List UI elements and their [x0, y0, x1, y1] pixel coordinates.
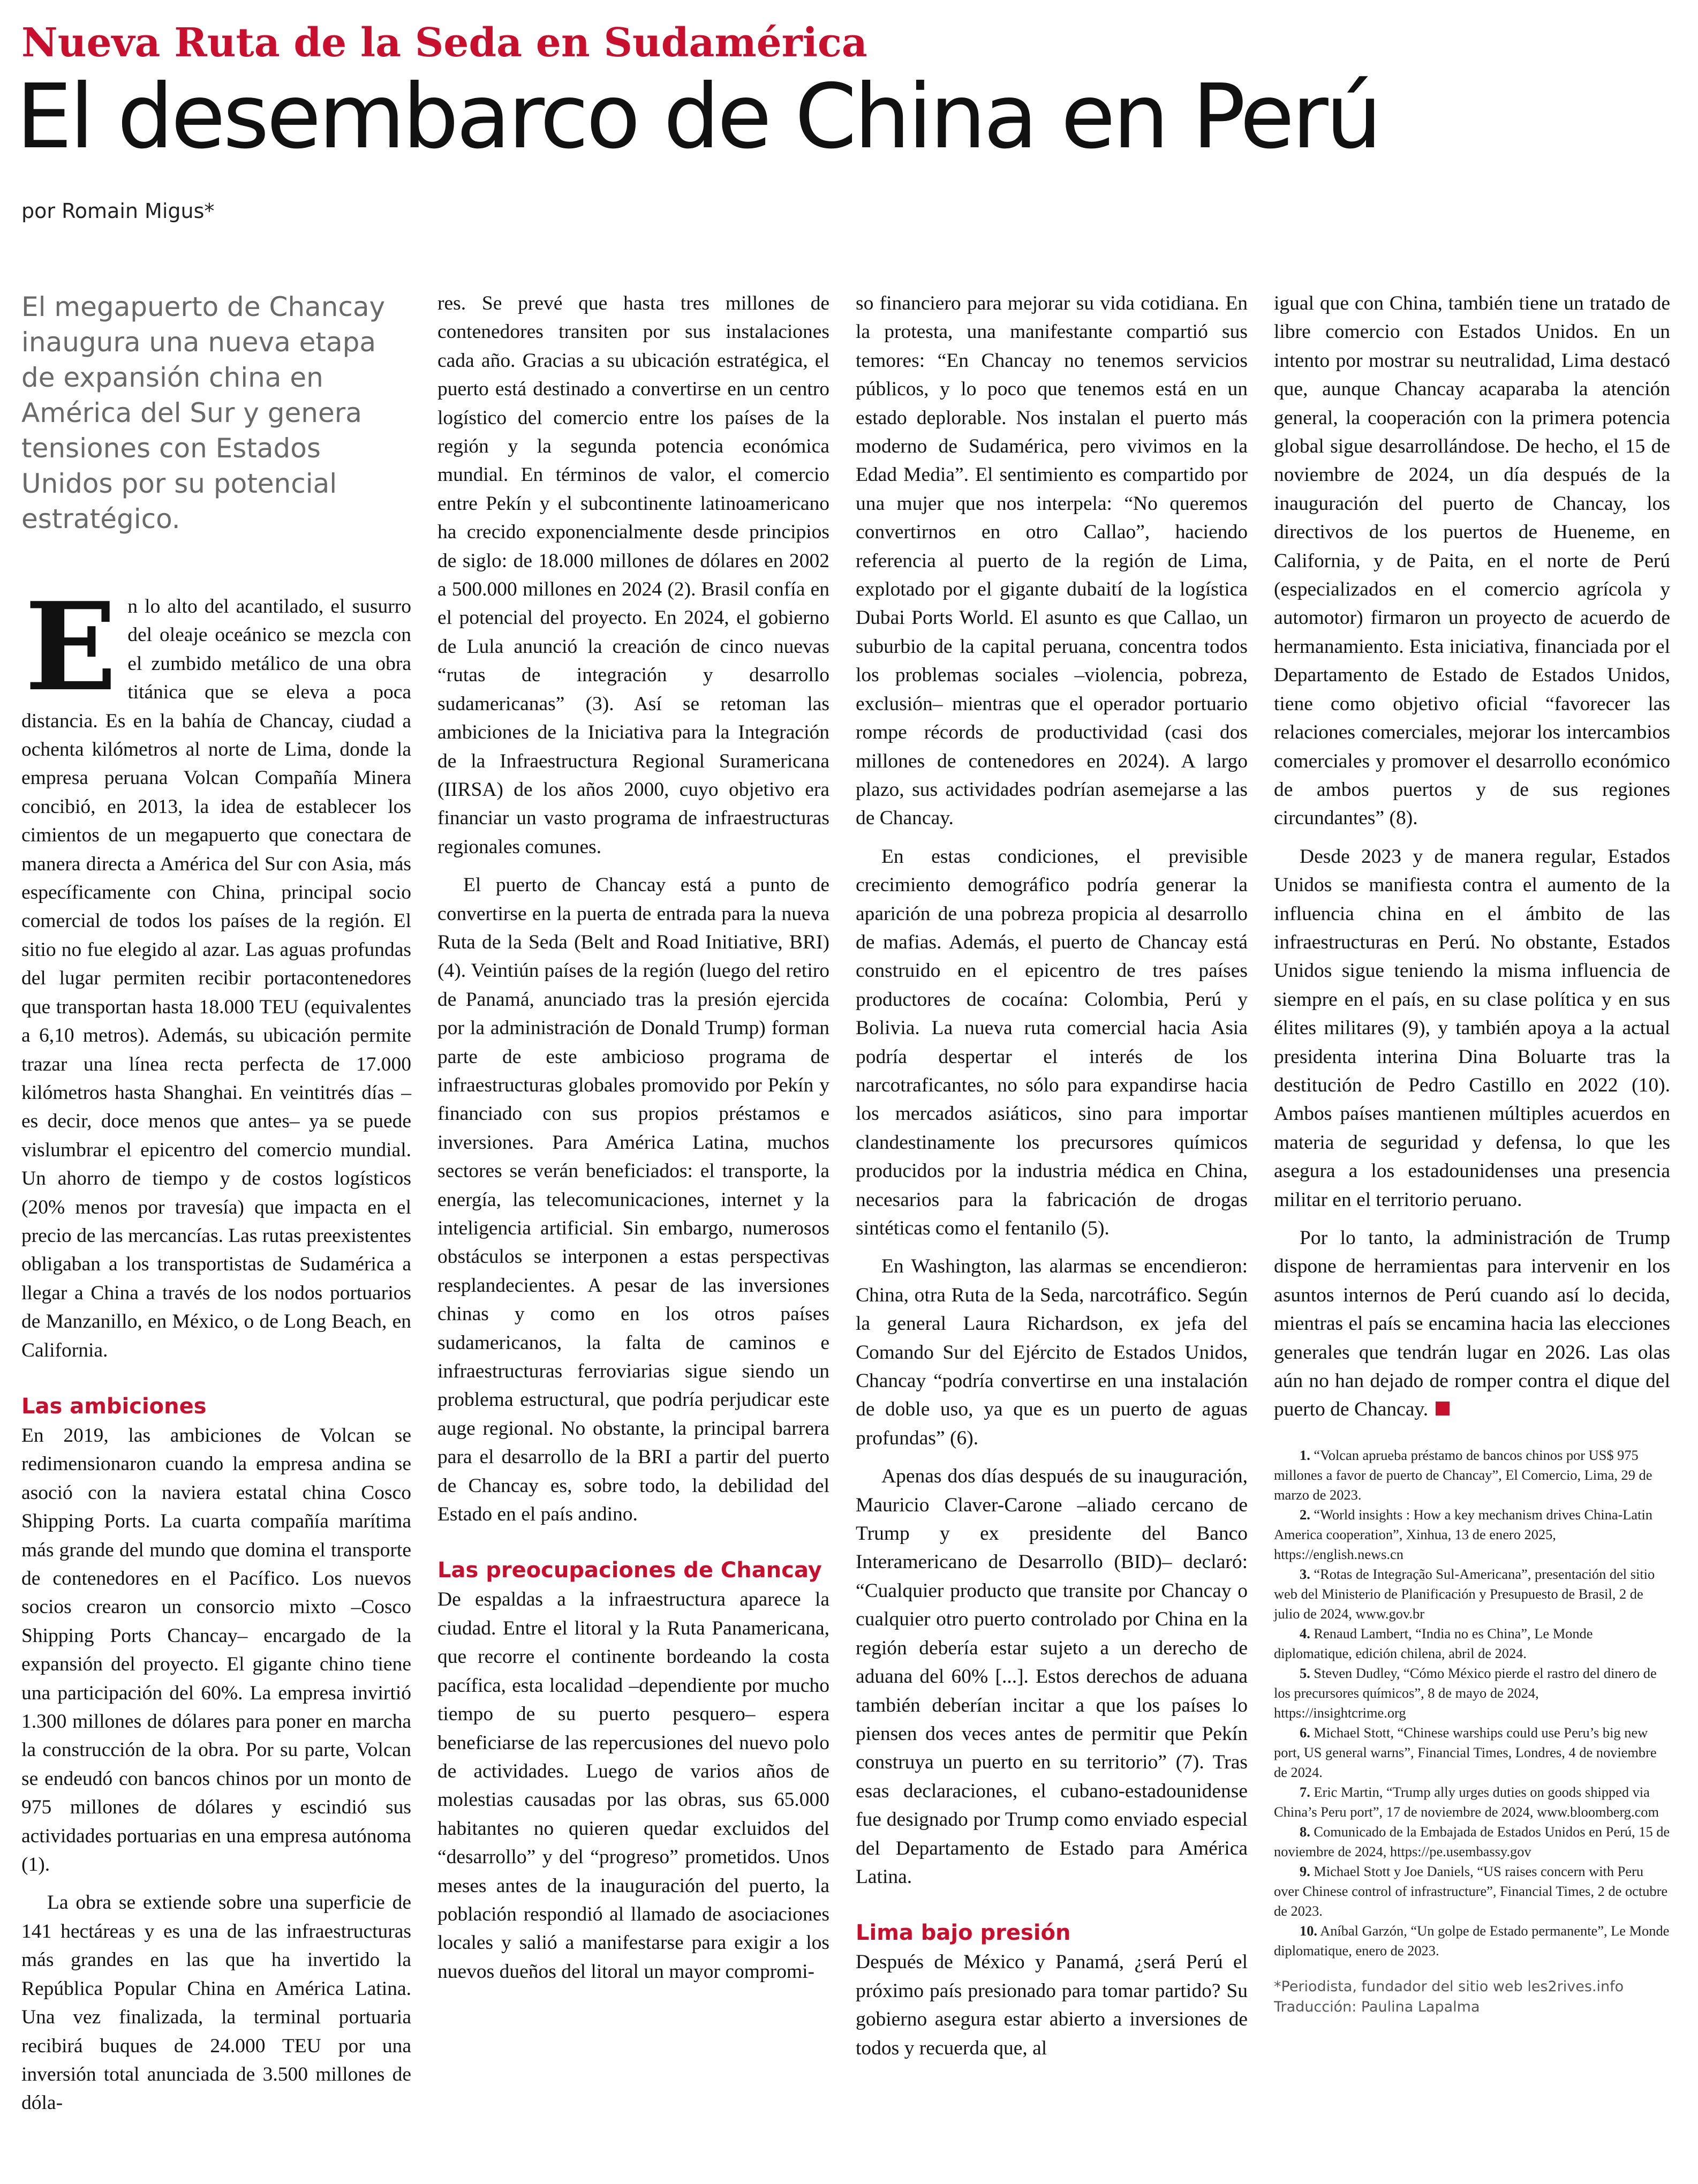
paragraph: En 2019, las ambiciones de Volcan se redimensionaron cuando la empresa andina se asoció con la naviera estatal china Cosco Shipping Ports. La cuarta compañía marítima más grande del mundo que domina el transporte de contenedores en el Pacífico. Los nuevos socios crearon un consorcio mixto –Cosco Shipping Ports Chancay– encargado de la expansión del proyecto. El gigante chino tiene una participación del 60%. La empresa invirtió 1.300 millones de dólares para poner en marcha la construcción de la obra. Por su parte, Volcan se endeudó con bancos chinos por un monto de 975 millones de dólares y escindió sus actividades portuarias en una empresa autónoma (1). [21, 1424, 411, 1876]
subhead-lima: Lima bajo presión [856, 1921, 1071, 1946]
footnote: 10. Aníbal Garzón, “Un golpe de Estado permanente”, Le Monde diplomatique, enero de 2023. [1274, 1922, 1670, 1959]
column-4 [1274, 289, 1670, 2017]
paragraph: El puerto de Chancay está a punto de convertirse en la puerta de entrada para la nueva Ruta de la Seda (Belt and Road Initiative, BRI) (4). Veintiún países de la región (luego del retiro de Panamá, anunciado tras la presión ejercida por la administración de Donald Trump) forman parte de este ambicioso programa de infraestructuras globales promovido por Pekín y financiado con sus propios préstamos e inversiones. Para América Latina, muchos sectores se verán beneficiados: el transporte, la energía, las telecomunicaciones, internet y la inteligencia artificial. Sin embargo, numerosos obstáculos se interponen a estas perspectivas resplandecientes. A pesar de las inversiones chinas y como en los otros países sudamericanos, la falta de caminos e infraestructuras ferroviarias sigue siendo un problema estructural, que podría perjudicar este auge regional. No obstante, la principal barrera para el desarrollo de la BRI a partir del puerto de Chancay es, sobre todo, la debilidad del Estado en el país andino. [437, 874, 829, 1526]
paragraph: igual que con China, también tiene un tratado de libre comercio con Estados Unidos. En un intento por mostrar su neutralidad, Lima destacó que, aunque Chancay acaparaba la atención general, la cooperación con la primera potencia global sigue desarrollándose. De hecho, el 15 de noviembre de 2024, un día después de la inauguración del puerto de Chancay, los directivos de los puertos de Hueneme, en California, y de Paita, en el norte de Perú (especializados en el comercio agrícola y automotor) firmaron un proyecto de acuerdo de hermanamiento. Esta iniciativa, financiada por el Departamento de Estado de Estados Unidos, tiene como objetivo oficial “favorecer las relaciones comerciales, mejorar los intercambios comerciales y promover el desarrollo económico de ambos puertos y de sus regiones circundantes” (8). [1274, 292, 1670, 830]
footnote: 5. Steven Dudley, “Cómo México pierde el rastro del dinero de los precursores químicos”, 8 de mayo de 2024, https://insightcrime.org [1274, 1665, 1657, 1721]
paragraph: En estas condiciones, el previsible crecimiento demográfico podría generar la aparición de una pobreza propicia al desarrollo de mafias. Además, el puerto de Chancay está construido en el epicentro de tres países productores de cocaína: Colombia, Perú y Bolivia. La nueva ruta comercial hacia Asia podría despertar el interés de los narcotraficantes, no sólo para expandirse hacia los mercados asiáticos, sino para importar clandestinamente los precursores químicos producidos por la industria médica en China, necesarios para la fabricación de drogas sintéticas como el fentanilo (5). [856, 845, 1248, 1239]
paragraph: La obra se extiende sobre una superficie de 141 hectáreas y es una de las infraestructuras más grandes en las que ha invertido la República Popular China en América Latina. Una vez finalizada, la terminal portuaria recibirá buques de 24.000 TEU por una inversión total anunciada de 3.500 millones de dóla- [21, 1892, 411, 2114]
lede: El megapuerto de Chancay inaugura una nueva etapa de expansión china en América del Sur y genera tensiones con Estados Unidos por su potencial estratégico. [21, 291, 386, 534]
paragraph: En Washington, las alarmas se encendieron: China, otra Ruta de la Seda, narcotráfico. Según la general Laura Richardson, ex jefa del Comando Sur del Ejército de Estados Unidos, Chancay “podría convertirse en una instalación de doble uso, ya que es un puerto de aguas profundas” (6). [856, 1255, 1248, 1449]
paragraph: De espaldas a la infraestructura aparece la ciudad. Entre el litoral y la Ruta Panamericana, que recorre el continente bordeando la costa pacífica, esta localidad –dependiente por mucho tiempo de su puerto pesquero– espera beneficiarse de las repercusiones del nuevo polo de actividades. Luego de varios años de molestias causadas por las obras, sus 65.000 habitantes no quieren quedar excluidos del “desarrollo” y del “progreso” prometidos. Unos meses antes de la inauguración del puerto, la población respondió al llamado de asociaciones locales y salió a manifestarse para exigir a los nuevos dueños del litoral un mayor compromi- [437, 1588, 829, 1983]
footnote: 7. Eric Martin, “Trump ally urges duties on goods shipped via China’s Peru port”, 17 de noviembre de 2024, www.bloomberg.com [1274, 1783, 1659, 1820]
paragraph: so financiero para mejorar su vida cotidiana. En la protesta, una manifestante compartió sus temores: “En Chancay no tenemos servicios públicos, y lo poco que tenemos está en un estado deplorable. Nos instalan el puerto más moderno de Sudamérica, pero vivimos en la Edad Media”. El sentimiento es compartido por una mujer que nos interpela: “No queremos convertirnos en otro Callao”, haciendo referencia al puerto de la región de Lima, explotado por el gigante dubaití de la logística Dubai Ports World. El asunto es que Callao, un suburbio de la capital peruana, concentra todos los problemas sociales –violencia, pobreza, exclusión– mientras que el operador portuario rompe récords de productividad (casi dos millones de contenedores en 2024). A largo plazo, sus actividades podrían asemejarse a las de Chancay. [856, 292, 1248, 830]
paragraph: Después de México y Panamá, ¿será Perú el próximo país presionado para tomar partido? Su gobierno asegura estar abierto a inversiones de todos y recuerda que, al [856, 1951, 1248, 2059]
footnote: 9. Michael Stott y Joe Daniels, “US raises concern with Peru over Chinese control of infrastructure”, Financial Times, 2 de octubre de 2023. [1274, 1863, 1668, 1919]
end-mark [1436, 1402, 1450, 1415]
paragraph-text: n lo alto del acantilado, el susurro del oleaje oceánico se mezcla con el zumbido metálico de una obra titánica que se eleva a poca distancia. Es en la bahía de Chancay, ciudad a ochenta kilómetros al norte de Lima, donde la empresa peruana Volcan Compañía Minera concibió, en 2013, la idea de establecer los cimientos de un megapuerto que conectara de manera directa a América del Sur con Asia, más específicamente con China, principal socio comercial de todos los países de la región. El sitio no fue elegido al azar. Las aguas profundas del lugar permiten recibir portacontenedores que transportan hasta 18.000 TEU (equivalentes a 6,10 metros). Además, su ubicación permite trazar una línea recta perfecta de 17.000 kilómetros hasta Shanghai. En veintitrés días –es decir, doce menos que antes– ya se puede vislumbrar el epicentro del comercio mundial. Un ahorro de tiempo y de costos logísticos (20% menos por travesía) que impacta en el precio de las mercancías. Las rutas preexistentes obligaban a los transportistas de Sudamérica a llegar a China a través de los nodos portuarios de Manzanillo, en México, o de Long Beach, en California. [21, 596, 411, 1361]
translation-credit: Traducción: Paulina Lapalma [1274, 1998, 1480, 2015]
dropcap: E [25, 576, 117, 718]
column-3 [856, 289, 1248, 2062]
footnote: 6. Michael Stott, “Chinese warships could use Peru’s big new port, US general warns”, Financial Times, Londres, 4 de noviembre de 2024. [1274, 1724, 1657, 1780]
footnote: 1. “Volcan aprueba préstamo de bancos chinos por US$ 975 millones a favor de puerto de Chancay”, El Comercio, Lima, 29 de marzo de 2023. [1274, 1447, 1652, 1503]
footnote: 3. “Rotas de Integração Sul-Americana”, presentación del sitio web del Ministerio de Planificación y Presupuesto de Brasil, 2 de julio de 2024, www.gov.br [1274, 1565, 1655, 1622]
footnotes [1274, 1445, 1670, 1961]
subhead-ambiciones: Las ambiciones [21, 1394, 207, 1419]
headline: El desembarco de China en Perú [16, 65, 1379, 169]
paragraph: Desde 2023 y de manera regular, Estados Unidos se manifiesta contra el aumento de la influencia china en el ámbito de las infraestructuras en Perú. No obstante, Estados Unidos sigue teniendo la misma influencia de siempre en el país, en su clase política y en sus élites militares (9), y también apoya a la actual presidenta interina Dina Boluarte tras la destitución de Pedro Castillo en 2022 (10). Ambos países mantienen múltiples acuerdos en materia de seguridad y defensa, lo que les asegura a los estadounidenses una presencia militar en el territorio peruano. [1274, 845, 1670, 1211]
author-note: *Periodista, fundador del sitio web les2rives.info [1274, 1978, 1624, 1995]
byline: por Romain Migus* [21, 199, 215, 223]
column-2 [437, 289, 829, 1986]
paragraph: Apenas dos días después de su inauguración, Mauricio Claver-Carone –aliado cercano de Trump y ex presidente del Banco Interamericano de Desarrollo (BID)– declaró: “Cualquier producto que transite por Chancay o cualquier otro puerto controlado por China en la región debería estar sujeto a un derecho de aduana del 60% [...]. Estos derechos de aduana también deberían incitar a que los países lo piensen dos veces antes de permitir que Pekín construya un puerto en su territorio” (7). Tras esas declaraciones, el cubano-estadounidense fue designado por Trump como enviado especial del Departamento de Estado para América Latina. [856, 1465, 1248, 1888]
footnote: 4. Renaud Lambert, “India no es China”, Le Monde diplomatique, edición chilena, abril de 2024. [1274, 1625, 1593, 1661]
author-credit [1274, 1977, 1670, 2017]
paragraph [1274, 1224, 1670, 1424]
paragraph [21, 576, 411, 1365]
subhead-preocupaciones: Las preocupaciones de Chancay [437, 1558, 822, 1583]
footnote: 2. “World insights : How a key mechanism drives China-Latin America cooperation”, Xinhua, 13 de enero 2025, https://english.news.cn [1274, 1506, 1652, 1562]
column-1 [21, 289, 411, 2118]
paragraph-text: Por lo tanto, la administración de Trump dispone de herramientas para intervenir en los asuntos internos de Perú cuando así lo decida, mientras el país se encamina hacia las elecciones generales que tendrán lugar en 2026. Las olas aún no han dejado de romper contra el dique del puerto de Chancay. [1274, 1227, 1670, 1421]
kicker: Nueva Ruta de la Seda en Sudamérica [21, 20, 867, 66]
paragraph: res. Se prevé que hasta tres millones de contenedores transiten por sus instalaciones cada año. Gracias a su ubicación estratégica, el puerto está destinado a convertirse en un centro logístico del comercio entre los países de la región y la segunda potencia económica mundial. En términos de valor, el comercio entre Pekín y el subcontinente latinoamericano ha crecido exponencialmente desde principios de siglo: de 18.000 millones de dólares en 2002 a 500.000 millones en 2024 (2). Brasil confía en el potencial del proyecto. En 2024, el gobierno de Lula anunció la creación de cinco nuevas “rutas de integración y desarrollo sudamericanas” (3). Así se retoman las ambiciones de la Iniciativa para la Integración de la Infraestructura Regional Suramericana (IIRSA) de los años 2000, cuyo objetivo era financiar un vasto programa de infraestructuras regionales comunes. [437, 292, 829, 858]
footnote: 8. Comunicado de la Embajada de Estados Unidos en Perú, 15 de noviembre de 2024, https://pe.usembassy.gov [1274, 1823, 1670, 1859]
